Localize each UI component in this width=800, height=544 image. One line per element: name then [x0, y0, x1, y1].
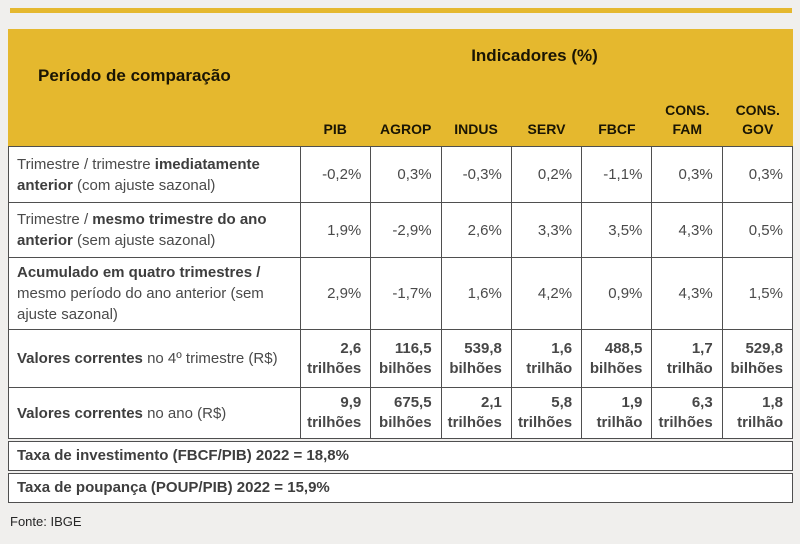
- value-cell: 1,7 trilhão: [652, 330, 722, 388]
- value-cell: 4,2%: [511, 258, 581, 330]
- value-cell: -1,1%: [582, 147, 652, 203]
- table-row: [9, 258, 793, 330]
- value-cell: -2,9%: [371, 203, 441, 258]
- column-header: PIB: [323, 121, 347, 137]
- column-header: INDUS: [454, 121, 498, 137]
- row-label: Valores correntes no 4º trimestre (R$): [9, 330, 301, 388]
- value-cell: 0,9%: [582, 258, 652, 330]
- value-cell: 675,5 bilhões: [371, 388, 441, 439]
- value-cell: 6,3 trilhões: [652, 388, 722, 439]
- row-label: Acumulado em quatro trimestres / mesmo período do ano anterior (sem ajuste sazonal): [9, 258, 301, 330]
- value-cell: 2,6%: [441, 203, 511, 258]
- column-header: SERV: [527, 121, 566, 137]
- indicators-table: [8, 146, 793, 439]
- column-header: CONS. GOV: [735, 102, 780, 137]
- value-cell: 1,9%: [301, 203, 371, 258]
- table-row: [9, 147, 793, 203]
- row-label: Valores correntes no ano (R$): [9, 388, 301, 439]
- indicators-sheet: [8, 29, 793, 529]
- value-cell: -0,3%: [441, 147, 511, 203]
- column-header: AGROP: [379, 121, 432, 137]
- value-cell: 9,9 trilhões: [301, 388, 371, 439]
- value-cell: 3,3%: [511, 203, 581, 258]
- value-cell: 1,5%: [722, 258, 792, 330]
- value-cell: -1,7%: [371, 258, 441, 330]
- value-cell: 0,5%: [722, 203, 792, 258]
- value-cell: 1,9 trilhão: [582, 388, 652, 439]
- column-header: FBCF: [598, 121, 636, 137]
- value-cell: 5,8 trilhões: [511, 388, 581, 439]
- value-cell: 0,3%: [652, 147, 722, 203]
- table-row: [9, 203, 793, 258]
- table-row: [9, 388, 793, 439]
- value-cell: 2,9%: [301, 258, 371, 330]
- value-cell: 1,6 trilhão: [511, 330, 581, 388]
- savings-rate-row: Taxa de poupança (POUP/PIB) 2022 = 15,9%: [8, 473, 793, 503]
- table-body: [9, 147, 793, 439]
- period-comparison-label: Período de comparação: [38, 66, 231, 85]
- value-cell: 2,1 trilhões: [441, 388, 511, 439]
- column-header: CONS. FAM: [665, 102, 710, 137]
- value-cell: 4,3%: [652, 258, 722, 330]
- value-cell: 0,2%: [511, 147, 581, 203]
- value-cell: -0,2%: [301, 147, 371, 203]
- table-row: [9, 330, 793, 388]
- value-cell: 3,5%: [582, 203, 652, 258]
- column-headers: [300, 101, 793, 146]
- value-cell: 0,3%: [371, 147, 441, 203]
- value-cell: 0,3%: [722, 147, 792, 203]
- value-cell: 539,8 bilhões: [441, 330, 511, 388]
- value-cell: 2,6 trilhões: [301, 330, 371, 388]
- value-cell: 488,5 bilhões: [582, 330, 652, 388]
- row-label: Trimestre / trimestre imediatamente anterior (com ajuste sazonal): [9, 147, 301, 203]
- investment-rate-row: Taxa de investimento (FBCF/PIB) 2022 = 18,8%: [8, 441, 793, 471]
- row-label: Trimestre / mesmo trimestre do ano anterior (sem ajuste sazonal): [9, 203, 301, 258]
- value-cell: 1,6%: [441, 258, 511, 330]
- value-cell: 1,8 trilhão: [722, 388, 792, 439]
- value-cell: 4,3%: [652, 203, 722, 258]
- rate-rows: [8, 441, 793, 503]
- table-header: [8, 29, 793, 146]
- source-note: Fonte: IBGE: [10, 514, 82, 529]
- accent-bar: [10, 8, 792, 13]
- value-cell: 116,5 bilhões: [371, 330, 441, 388]
- indicators-title: Indicadores (%): [471, 46, 598, 65]
- value-cell: 529,8 bilhões: [722, 330, 792, 388]
